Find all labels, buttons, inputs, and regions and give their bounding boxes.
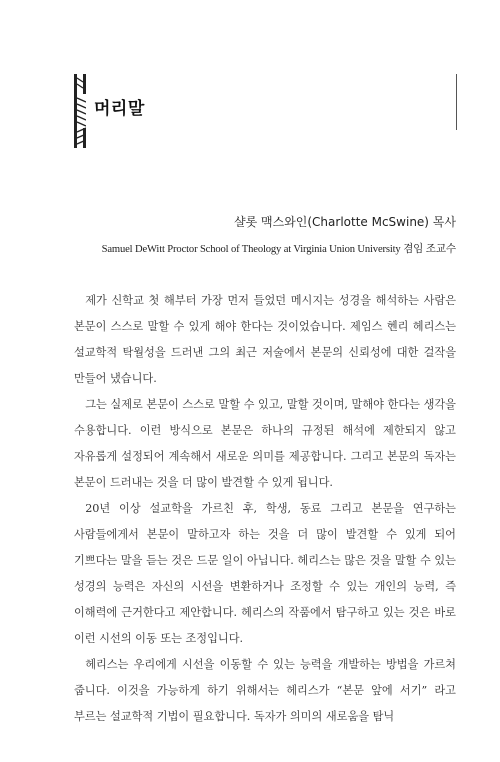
body-text <box>74 288 456 730</box>
author-name: 샬롯 맥스와인(Charlotte McSwine) 목사 <box>234 215 456 229</box>
paragraph: 제가 신학교 첫 해부터 가장 먼저 들었던 메시지는 성경을 해석하는 사람은 본문이 스스로 말할 수 있게 해야 한다는 것이었습니다. 제임스 헨리 헤리스는 설교학적 탁월성을 드러낸 그의 최근 저술에서 본문의 신뢰성에 대한 걸작을 만들어 냈습니다. <box>74 294 456 385</box>
paragraph: 20년 이상 설교학을 가르친 후, 학생, 동료 그리고 본문을 연구하는 사람들에게서 본문이 말하고자 하는 것을 더 많이 발견할 수 있게 되어 기쁘다는 말을 듣는 것은 드문 일이 아닙니다. 헤리스는 많은 것을 말할 수 있는 성경의 능력은 자신의 시선을 변환하거나 조정할 수 있는 개인의 능력, 즉 이해력에 근거한다고 제안합니다. 헤리스의 작품에서 탐구하고 있는 것은 바로 이런 시선의 이동 또는 조정입니다. <box>74 502 456 645</box>
paragraph: 헤리스는 우리에게 시선을 이동할 수 있는 능력을 개발하는 방법을 가르쳐 줍니다. 이것을 가능하게 하기 위해서는 헤리스가 “본문 앞에 서기” 라고 부르는 설교학적 기법이 필요합니다. 독자가 의미의 새로움을 탐닉 <box>74 658 456 723</box>
decorative-pattern-icon <box>74 74 86 148</box>
page-title: 머리말 <box>94 99 145 119</box>
header-divider <box>456 74 457 130</box>
author-affiliation: Samuel DeWitt Proctor School of Theology at Virginia Union University 겸임 조교수 <box>101 244 456 255</box>
paragraph: 그는 실제로 본문이 스스로 말할 수 있고, 말할 것이며, 말해야 한다는 생각을 수용합니다. 이런 방식으로 본문은 하나의 규정된 해석에 제한되지 않고 자유롭게 설정되어 계속해서 새로운 의미를 제공합니다. 그리고 본문의 독자는 본문이 드러내는 것을 더 많이 발견할 수 있게 됩니다. <box>74 398 456 489</box>
